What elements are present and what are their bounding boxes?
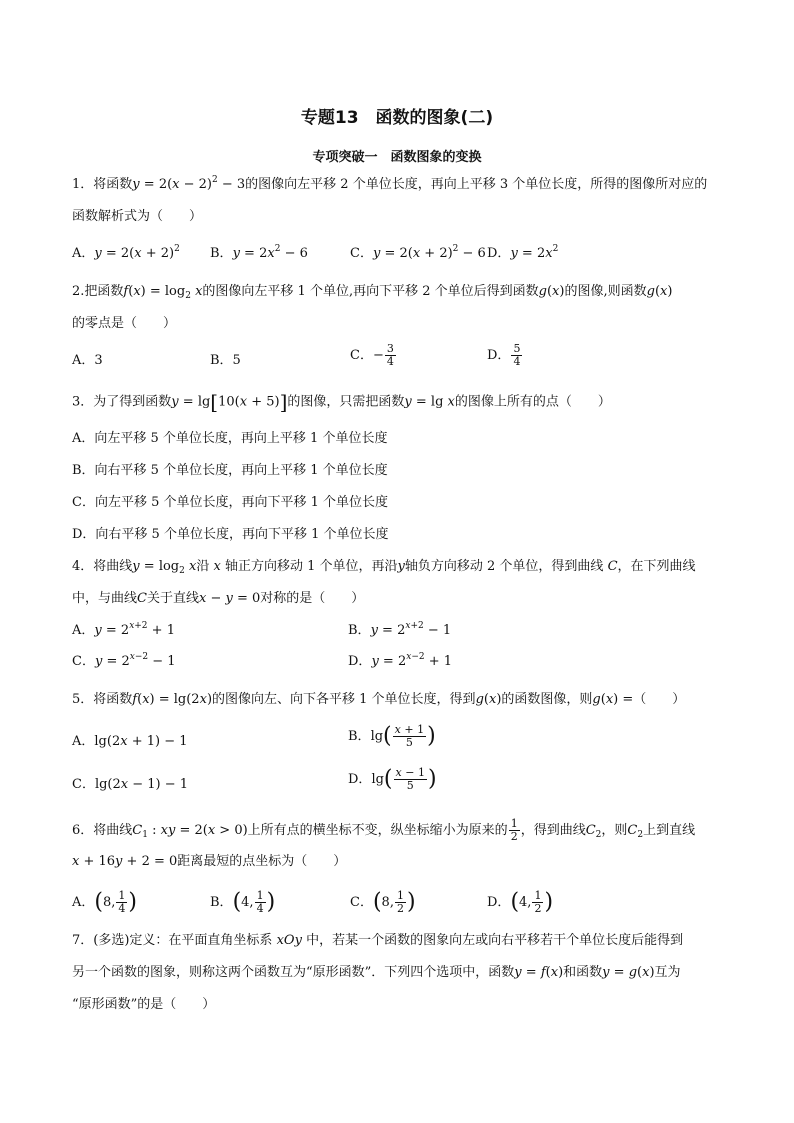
question-3-option-a: A．向左平移 5 个单位长度，再向上平移 1 个单位长度: [72, 431, 388, 446]
question-1-stem: 1．将函数$y = 2(x - 2)^2 - 3$的图像向左平移 2 个单位长度，再向上平移 3 个单位长度，所得的图像所对应的: [72, 175, 708, 192]
question-4-option-c: C．$y = 2^{x-2} - 1$: [72, 652, 176, 669]
question-2-option-c: C．− $\frac{3}{4}$: [350, 342, 394, 368]
question-5-option-c: C．lg(2x − 1) − 1: [72, 777, 189, 792]
question-1-option-d: D．$y = 2x^2$: [487, 244, 559, 261]
question-6-stem-line2: x + 16y + 2 = 0距离最短的点坐标为（ ）: [72, 854, 347, 869]
question-6-option-c: C．(8, $\frac{1}{2}$ ): [350, 889, 416, 915]
question-1-stem-line2: 函数解析式为（ ）: [72, 209, 203, 224]
question-1-option-b: B．$y = 2x^2 - 6$: [210, 244, 308, 261]
question-2-stem: 2.把函数$f(x) = \log_2 x$的图像向左平移 1 个单位,再向下平移 2 个单位后得到函数g(x)的图像,则函数g(x): [72, 284, 673, 301]
question-4-option-b: B．$y = 2^{x+2} - 1$: [348, 621, 452, 638]
question-6-option-b: B．(4, $\frac{1}{4}$ ): [210, 889, 276, 915]
question-7-stem-line2: 另一个函数的图象，则称这两个函数互为“原形函数”．下列四个选项中，函数y = f(x)和函数y = g(x)互为: [72, 965, 681, 980]
question-1-option-c: C．$y = 2(x + 2)^2 - 6$: [350, 244, 486, 261]
question-5-stem: 5．将函数f(x) = lg(2x)的图像向左、向下各平移 1 个单位长度，得到g(x)的函数图像，则g(x) =（ ）: [72, 692, 686, 707]
question-4-stem-line2: 中，与曲线C关于直线x − y = 0对称的是（ ）: [72, 591, 365, 606]
section-subtitle: 专项突破一 函数图象的变换: [312, 150, 482, 165]
question-4-option-d: D．$y = 2^{x-2} + 1$: [348, 652, 453, 669]
question-6-option-d: D．(4, $\frac{1}{2}$ ): [487, 889, 554, 915]
question-2-stem-line2: 的零点是（ ）: [72, 316, 177, 331]
question-6-stem: 6．将曲线$C_1$ : xy = 2(x > 0)上所有点的横坐标不变，纵坐标缩小为原来的 $\frac{1}{2}$ ，得到曲线$C_2$，则$C_2$上到直线: [72, 817, 696, 843]
page-title: 专题13 函数的图象(二): [300, 108, 494, 128]
question-5-option-a: A．lg(2x + 1) − 1: [72, 734, 188, 749]
question-7-stem: 7．(多选)定义：在平面直角坐标系 xOy 中，若某一个函数的图象向左或向右平移若干个单位长度后能得到: [72, 933, 684, 948]
question-3-option-c: C．向左平移 5 个单位长度，再向下平移 1 个单位长度: [72, 495, 389, 510]
question-2-option-a: A．3: [72, 353, 103, 368]
question-5-option-d: D．lg( $\frac{x - 1}{5}$ ): [348, 766, 437, 792]
question-3-option-b: B．向右平移 5 个单位长度，再向上平移 1 个单位长度: [72, 463, 388, 478]
question-3-stem: 3．为了得到函数y = lg[10(x + 5)]的图像，只需把函数y = lg x的图像上所有的点（ ）: [72, 390, 611, 414]
question-3-option-d: D．向右平移 5 个单位长度，再向下平移 1 个单位长度: [72, 527, 389, 542]
question-6-option-a: A．(8, $\frac{1}{4}$ ): [72, 889, 137, 915]
question-4-stem: 4．将曲线$y = \log_2 x$沿 x 轴正方向移动 1 个单位，再沿y轴负方向移动 2 个单位，得到曲线 C，在下列曲线: [72, 559, 696, 576]
question-2-option-b: B．5: [210, 353, 241, 368]
question-7-stem-line3: “原形函数”的是（ ）: [72, 997, 216, 1012]
question-5-option-b: B．lg( $\frac{x + 1}{5}$ ): [348, 723, 436, 749]
question-4-option-a: A．$y = 2^{x+2} + 1$: [72, 621, 175, 638]
question-2-option-d: D． $\frac{5}{4}$: [487, 342, 521, 368]
question-1-option-a: A．$y = 2(x + 2)^2$: [72, 244, 180, 261]
